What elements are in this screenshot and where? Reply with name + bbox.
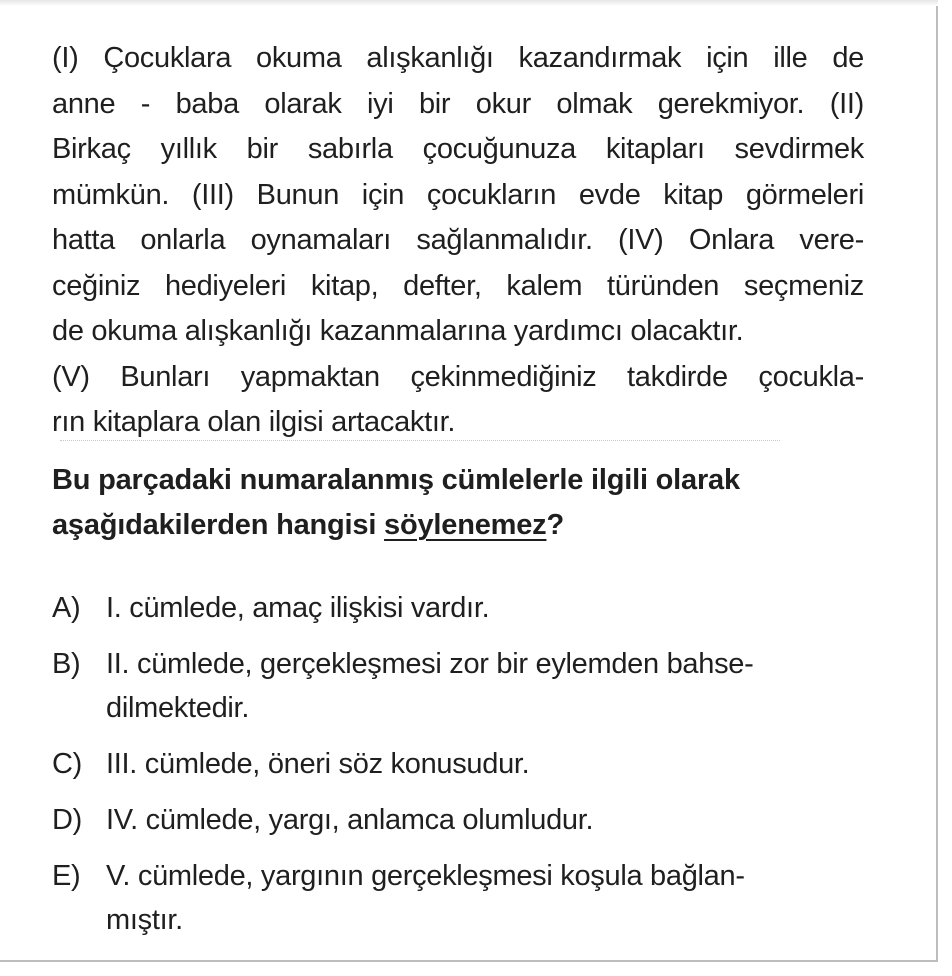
option-text <box>106 854 864 942</box>
option-c[interactable] <box>52 742 864 786</box>
top-edge-shadow <box>0 0 938 6</box>
option-letter: B) <box>52 648 81 680</box>
option-text <box>106 586 864 630</box>
question-prefix: aşağıdakilerden hangisi <box>52 509 385 541</box>
question-line-1: Bu parçadaki numaralanmış cümlelerle ilgili olarak <box>52 464 740 496</box>
passage-line: rın kitaplara olan ilgisi artacaktır. <box>52 406 456 438</box>
passage-line: hatta onlarla oynamaları sağlanmalıdır. (IV) Onlara vere- <box>52 224 864 256</box>
passage-line: Birkaç yıllık bir sabırla çocuğunuza kitapları sevdirmek <box>52 133 864 165</box>
answer-options <box>52 586 864 954</box>
option-line: dilmektedir. <box>106 692 250 724</box>
passage-line: de okuma alışkanlığı kazanmalarına yardımcı olacaktır. <box>52 315 744 347</box>
passage-line: mümkün. (III) Bunun için çocukların evde kitap görmeleri <box>52 178 864 211</box>
question-line-2 <box>52 503 864 548</box>
option-text <box>106 798 864 842</box>
option-text <box>106 642 864 730</box>
option-letter: A) <box>52 592 81 624</box>
dotted-divider <box>60 440 780 441</box>
option-b[interactable] <box>52 642 864 730</box>
option-letter: E) <box>52 860 81 892</box>
option-line: I. cümlede, amaç ilişkisi vardır. <box>106 592 490 624</box>
passage-line: ceğiniz hediyeleri kitap, defter, kalem türünden seçmeniz <box>52 269 864 302</box>
option-letter: C) <box>52 748 83 780</box>
passage-line: anne - baba olarak iyi bir okur olmak gerekmiyor. (II) <box>52 87 864 120</box>
option-line: V. cümlede, yargının gerçekleşmesi koşula bağlan- <box>106 860 745 892</box>
option-text <box>106 742 864 786</box>
option-line: mıştır. <box>106 904 183 936</box>
passage-line: (I) Çocuklara okuma alışkanlığı kazandırmak için ille de <box>52 42 864 74</box>
option-line: II. cümlede, gerçekleşmesi zor bir eylemden bahse- <box>106 648 754 680</box>
passage-paragraph <box>52 36 864 446</box>
question-underlined-word: söylenemez <box>384 509 547 541</box>
question-mark: ? <box>546 509 564 541</box>
option-e[interactable] <box>52 854 864 942</box>
option-a[interactable] <box>52 586 864 630</box>
passage-line: (V) Bunları yapmaktan çekinmediğiniz takdirde çocukla- <box>52 360 864 393</box>
option-line: IV. cümlede, yargı, anlamca olumludur. <box>106 804 594 836</box>
option-line: III. cümlede, öneri söz konusudur. <box>106 748 530 780</box>
question-stem <box>52 458 864 548</box>
option-letter: D) <box>52 804 83 836</box>
option-d[interactable] <box>52 798 864 842</box>
